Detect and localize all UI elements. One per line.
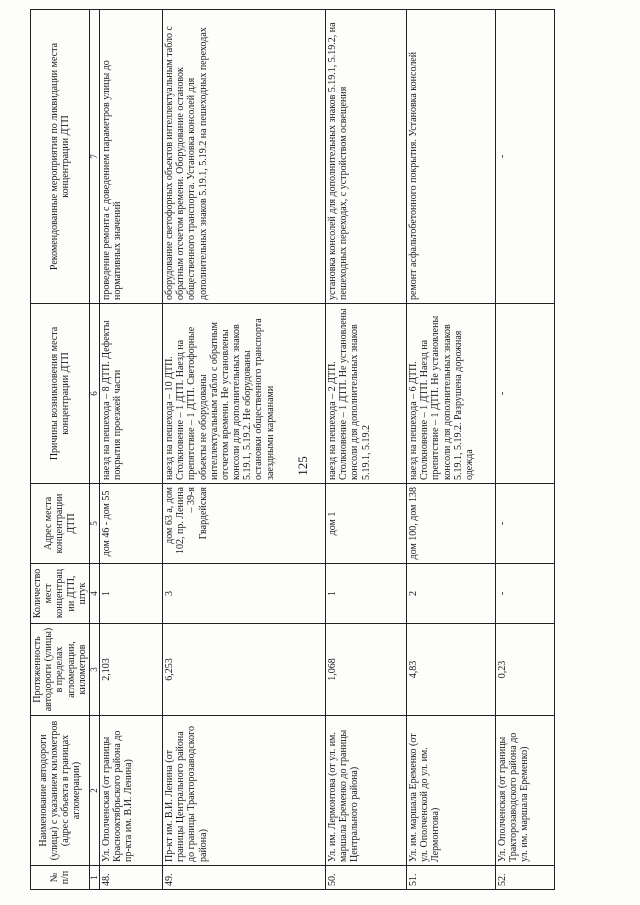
road-length: 0,23 bbox=[495, 624, 554, 716]
column-number: 6 bbox=[89, 304, 99, 484]
column-number: 3 bbox=[89, 624, 99, 716]
accident-count: 1 bbox=[99, 564, 162, 624]
accident-causes: наезд на пешехода – 6 ДТП. Столкновение – 1 ДТП. Наезд на препятствие – 1 ДТП. Не установлены консоли для дополнительных знаков 5.19.1, 5.19.2. Разрушена дорожная одежда bbox=[406, 304, 495, 484]
table-row bbox=[495, 10, 554, 890]
header-cell-count: Количество мест концентрации ДТП, штук bbox=[31, 564, 90, 624]
accident-causes: наезд на пешехода – 8 ДТП. Дефекты покрытия проезжей части bbox=[99, 304, 162, 484]
header-cell-measures: Рекомендованные мероприятия по ликвидации места концентрации ДТП bbox=[31, 10, 90, 304]
row-number: 49. bbox=[162, 866, 325, 890]
header-cell-address: Адрес места концентрации ДТП bbox=[31, 484, 90, 564]
accident-address: дом 1 bbox=[325, 484, 406, 564]
accident-causes: - bbox=[495, 304, 554, 484]
row-number: 48. bbox=[99, 866, 162, 890]
road-name: Ул. Ополченская (от границы Краснооктябрьского района до пр-кта им. В.И. Ленина) bbox=[99, 716, 162, 866]
road-length: 4,83 bbox=[406, 624, 495, 716]
table-row bbox=[162, 10, 325, 890]
road-length: 6,253 bbox=[162, 624, 325, 716]
accident-causes: наезд на пешехода – 2 ДТП. Столкновение – 1 ДТП. Не установлены консоли для дополнительных знаков 5.19.1, 5.19.2 bbox=[325, 304, 406, 484]
accident-address: дом 46 - дом 55 bbox=[99, 484, 162, 564]
road-length: 2,103 bbox=[99, 624, 162, 716]
accident-count: 2 bbox=[406, 564, 495, 624]
road-length: 1,068 bbox=[325, 624, 406, 716]
column-number: 1 bbox=[89, 866, 99, 890]
column-number: 4 bbox=[89, 564, 99, 624]
column-number: 2 bbox=[89, 716, 99, 866]
table-row bbox=[325, 10, 406, 890]
road-name: Ул. Ополченская (от границы Тракторозаводского района до ул. им. маршала Еременко) bbox=[495, 716, 554, 866]
column-number-row bbox=[89, 10, 99, 890]
header-cell-length: Протяженность автодороги (улицы) в пределах агломерации, километров bbox=[31, 624, 90, 716]
row-number: 51. bbox=[406, 866, 495, 890]
recommended-measures: ремонт асфальтобетонного покрытия. Установка консолей bbox=[406, 10, 495, 304]
header-cell-causes: Причины возникновения места концентрации ДТП bbox=[31, 304, 90, 484]
recommended-measures: - bbox=[495, 10, 554, 304]
column-number: 7 bbox=[89, 10, 99, 304]
accident-count: 1 bbox=[325, 564, 406, 624]
road-name: Пр-кт им. В.И. Ленина (от границы Центрального района до границы Тракторозаводского района) bbox=[162, 716, 325, 866]
accident-count: - bbox=[495, 564, 554, 624]
accident-address: - bbox=[495, 484, 554, 564]
header-cell-number: № п/п bbox=[31, 866, 90, 890]
accident-count: 3 bbox=[162, 564, 325, 624]
accident-causes: наезд на пешехода – 10 ДТП. Столкновение – 1 ДТП. Наезд на препятствие – 1 ДТП. Светофорные объекты не оборудованы интеллектуальным табло с обратным отсчетом времени. Не установлены консоли для дополнительных знаков 5.19.1, 5.19.2. Не оборудованы остановки общественного транспорта заездными карманами bbox=[162, 304, 325, 484]
recommended-measures: установка консолей для дополнительных знаков 5.19.1, 5.19.2, на пешеходных переходах, с устройством освещения bbox=[325, 10, 406, 304]
recommended-measures: проведение ремонта с доведением параметров улицы до нормативных значений bbox=[99, 10, 162, 304]
accident-concentration-table bbox=[30, 9, 555, 890]
table-row bbox=[99, 10, 162, 890]
row-number: 50. bbox=[325, 866, 406, 890]
accident-address: дом 63 а, дом 102, пр. Ленина – 39-я Гвардейская bbox=[162, 484, 325, 564]
row-number: 52. bbox=[495, 866, 554, 890]
document-sheet bbox=[30, 10, 630, 890]
column-number: 5 bbox=[89, 484, 99, 564]
recommended-measures: оборудование светофорных объектов интеллектуальным табло с обратным отсчетом времени. Оборудование остановок общественного транспорта. Установка консолей для дополнительных знаков 5.19.1, 5.19.2 на пешеходных переходах bbox=[162, 10, 325, 304]
road-name: Ул. им. Лермонтова (от ул. им. маршала Еременко до границы Центрального района) bbox=[325, 716, 406, 866]
table-row bbox=[406, 10, 495, 890]
header-cell-road: Наименование автодороги (улицы) с указанием километров (адрес объекта в границах агломерации) bbox=[31, 716, 90, 866]
road-name: Ул. им. маршала Еременко (от ул. Ополченской до ул. им. Лермонтова) bbox=[406, 716, 495, 866]
accident-address: дом 100, дом 138 bbox=[406, 484, 495, 564]
header-row bbox=[31, 10, 90, 890]
page-number: 125 bbox=[294, 456, 310, 476]
